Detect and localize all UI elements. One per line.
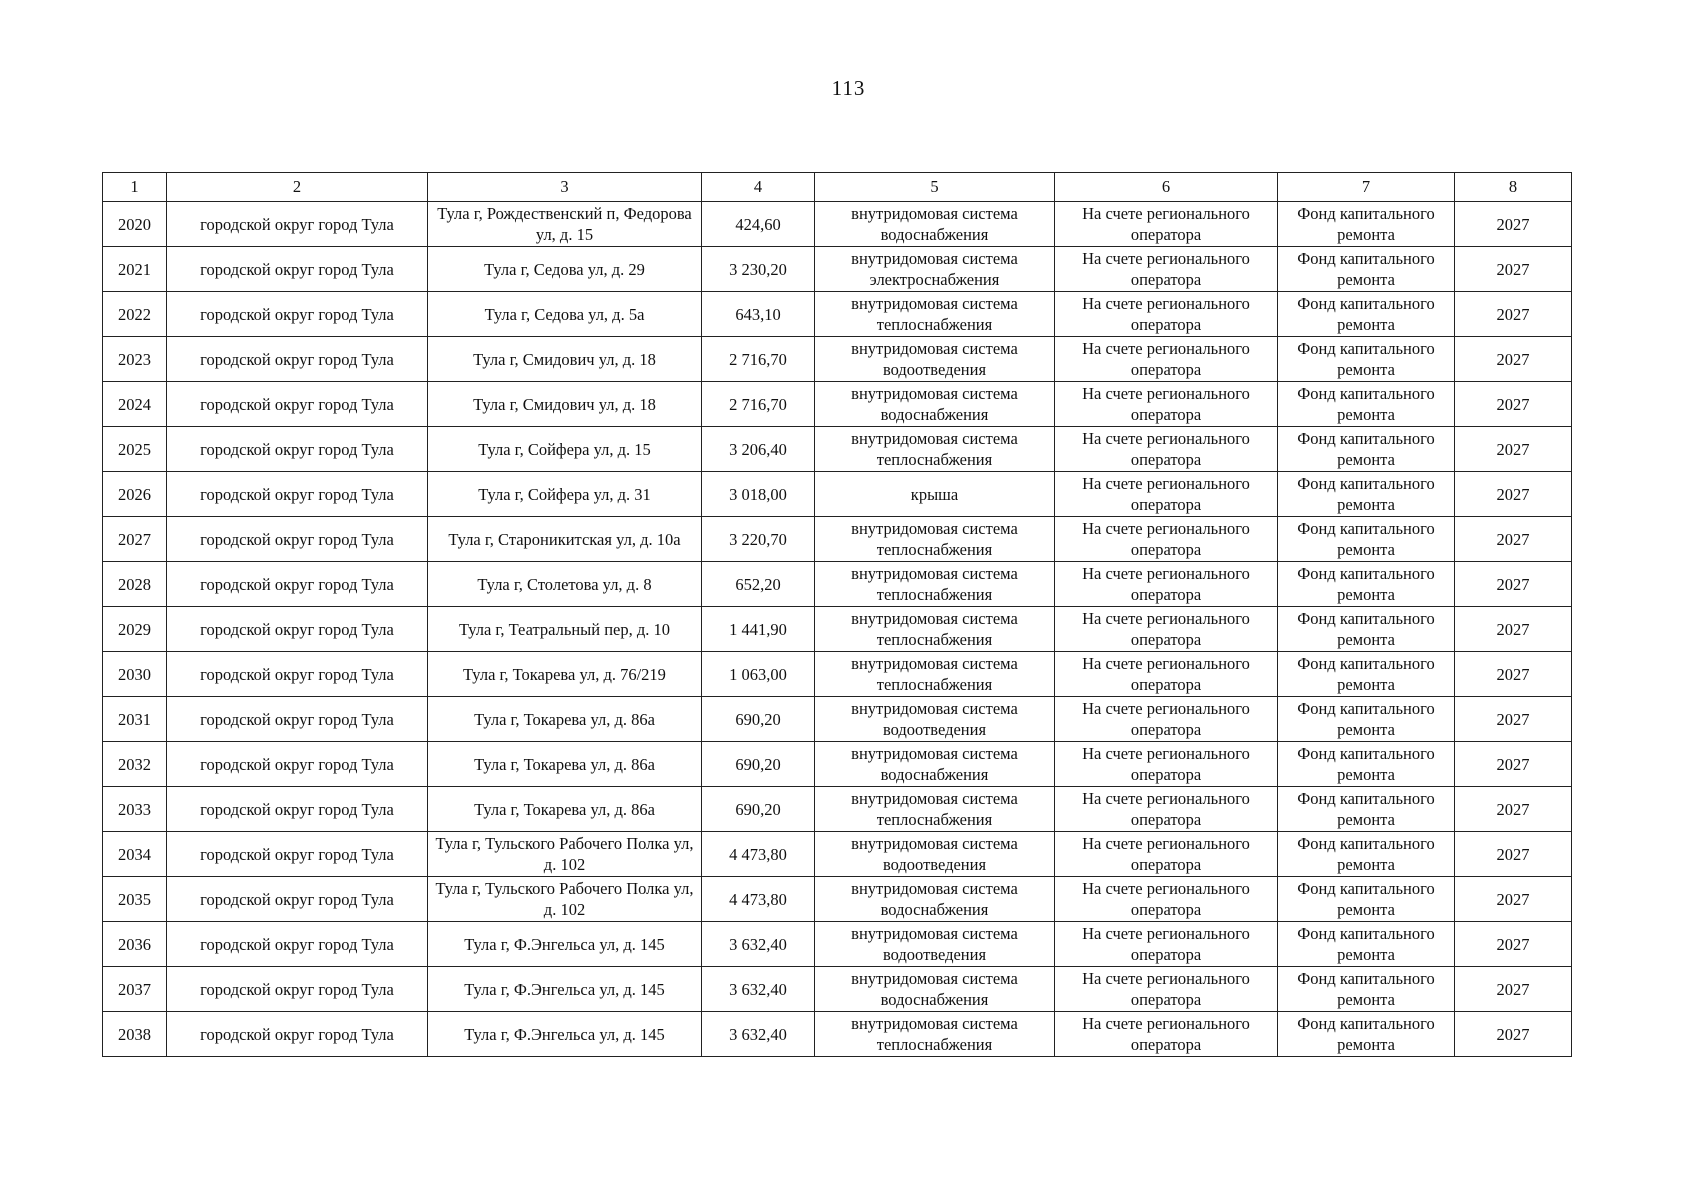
work-type-cell: внутридомовая система водоотведения <box>815 922 1055 967</box>
table-row <box>103 337 1572 382</box>
funding-source-cell: Фонд капитального ремонта <box>1278 247 1455 292</box>
address-cell: Тула г, Сойфера ул, д. 15 <box>428 427 702 472</box>
fund-account-cell: На счете регионального оператора <box>1055 247 1278 292</box>
row-number-cell: 2026 <box>103 472 167 517</box>
fund-account-cell: На счете регионального оператора <box>1055 742 1278 787</box>
municipality-cell: городской округ город Тула <box>167 697 428 742</box>
municipality-cell: городской округ город Тула <box>167 652 428 697</box>
row-number-cell: 2024 <box>103 382 167 427</box>
funding-source-cell: Фонд капитального ремонта <box>1278 787 1455 832</box>
header-cell-2: 2 <box>167 173 428 202</box>
row-number-cell: 2020 <box>103 202 167 247</box>
table-row <box>103 517 1572 562</box>
funding-source-cell: Фонд капитального ремонта <box>1278 967 1455 1012</box>
work-type-cell: внутридомовая система теплоснабжения <box>815 607 1055 652</box>
header-cell-6: 6 <box>1055 173 1278 202</box>
area-cell: 2 716,70 <box>702 337 815 382</box>
capital-repair-table <box>102 172 1572 1057</box>
funding-source-cell: Фонд капитального ремонта <box>1278 922 1455 967</box>
header-cell-4: 4 <box>702 173 815 202</box>
area-cell: 3 220,70 <box>702 517 815 562</box>
year-cell: 2027 <box>1455 202 1572 247</box>
area-cell: 643,10 <box>702 292 815 337</box>
fund-account-cell: На счете регионального оператора <box>1055 292 1278 337</box>
row-number-cell: 2035 <box>103 877 167 922</box>
municipality-cell: городской округ город Тула <box>167 427 428 472</box>
table-row <box>103 1012 1572 1057</box>
work-type-cell: внутридомовая система теплоснабжения <box>815 787 1055 832</box>
area-cell: 3 632,40 <box>702 1012 815 1057</box>
year-cell: 2027 <box>1455 1012 1572 1057</box>
table-header <box>103 173 1572 202</box>
table-row <box>103 652 1572 697</box>
area-cell: 4 473,80 <box>702 877 815 922</box>
municipality-cell: городской округ город Тула <box>167 607 428 652</box>
address-cell: Тула г, Театральный пер, д. 10 <box>428 607 702 652</box>
work-type-cell: крыша <box>815 472 1055 517</box>
address-cell: Тула г, Токарева ул, д. 76/219 <box>428 652 702 697</box>
row-number-cell: 2033 <box>103 787 167 832</box>
work-type-cell: внутридомовая система водоснабжения <box>815 202 1055 247</box>
funding-source-cell: Фонд капитального ремонта <box>1278 1012 1455 1057</box>
funding-source-cell: Фонд капитального ремонта <box>1278 742 1455 787</box>
funding-source-cell: Фонд капитального ремонта <box>1278 517 1455 562</box>
fund-account-cell: На счете регионального оператора <box>1055 472 1278 517</box>
year-cell: 2027 <box>1455 787 1572 832</box>
work-type-cell: внутридомовая система теплоснабжения <box>815 517 1055 562</box>
area-cell: 2 716,70 <box>702 382 815 427</box>
year-cell: 2027 <box>1455 562 1572 607</box>
work-type-cell: внутридомовая система теплоснабжения <box>815 652 1055 697</box>
table-row <box>103 967 1572 1012</box>
table-row <box>103 202 1572 247</box>
municipality-cell: городской округ город Тула <box>167 472 428 517</box>
year-cell: 2027 <box>1455 877 1572 922</box>
funding-source-cell: Фонд капитального ремонта <box>1278 832 1455 877</box>
fund-account-cell: На счете регионального оператора <box>1055 697 1278 742</box>
header-row <box>103 173 1572 202</box>
municipality-cell: городской округ город Тула <box>167 247 428 292</box>
funding-source-cell: Фонд капитального ремонта <box>1278 472 1455 517</box>
table-row <box>103 877 1572 922</box>
work-type-cell: внутридомовая система электроснабжения <box>815 247 1055 292</box>
row-number-cell: 2029 <box>103 607 167 652</box>
area-cell: 4 473,80 <box>702 832 815 877</box>
table-row <box>103 742 1572 787</box>
row-number-cell: 2023 <box>103 337 167 382</box>
fund-account-cell: На счете регионального оператора <box>1055 382 1278 427</box>
table-row <box>103 697 1572 742</box>
funding-source-cell: Фонд капитального ремонта <box>1278 877 1455 922</box>
area-cell: 1 063,00 <box>702 652 815 697</box>
year-cell: 2027 <box>1455 337 1572 382</box>
address-cell: Тула г, Смидович ул, д. 18 <box>428 337 702 382</box>
address-cell: Тула г, Седова ул, д. 29 <box>428 247 702 292</box>
fund-account-cell: На счете регионального оператора <box>1055 967 1278 1012</box>
work-type-cell: внутридомовая система теплоснабжения <box>815 1012 1055 1057</box>
municipality-cell: городской округ город Тула <box>167 382 428 427</box>
year-cell: 2027 <box>1455 922 1572 967</box>
work-type-cell: внутридомовая система водоснабжения <box>815 382 1055 427</box>
municipality-cell: городской округ город Тула <box>167 202 428 247</box>
fund-account-cell: На счете регионального оператора <box>1055 517 1278 562</box>
address-cell: Тула г, Токарева ул, д. 86а <box>428 742 702 787</box>
area-cell: 3 206,40 <box>702 427 815 472</box>
year-cell: 2027 <box>1455 427 1572 472</box>
header-cell-3: 3 <box>428 173 702 202</box>
fund-account-cell: На счете регионального оператора <box>1055 607 1278 652</box>
fund-account-cell: На счете регионального оператора <box>1055 877 1278 922</box>
row-number-cell: 2036 <box>103 922 167 967</box>
year-cell: 2027 <box>1455 472 1572 517</box>
table-row <box>103 382 1572 427</box>
area-cell: 690,20 <box>702 787 815 832</box>
year-cell: 2027 <box>1455 742 1572 787</box>
row-number-cell: 2030 <box>103 652 167 697</box>
address-cell: Тула г, Рождественский п, Федорова ул, д. 15 <box>428 202 702 247</box>
address-cell: Тула г, Токарева ул, д. 86а <box>428 787 702 832</box>
address-cell: Тула г, Тульского Рабочего Полка ул, д. 102 <box>428 877 702 922</box>
table-row <box>103 922 1572 967</box>
row-number-cell: 2037 <box>103 967 167 1012</box>
municipality-cell: городской округ город Тула <box>167 967 428 1012</box>
year-cell: 2027 <box>1455 247 1572 292</box>
work-type-cell: внутридомовая система водоотведения <box>815 832 1055 877</box>
area-cell: 652,20 <box>702 562 815 607</box>
work-type-cell: внутридомовая система теплоснабжения <box>815 427 1055 472</box>
row-number-cell: 2031 <box>103 697 167 742</box>
year-cell: 2027 <box>1455 607 1572 652</box>
address-cell: Тула г, Сойфера ул, д. 31 <box>428 472 702 517</box>
area-cell: 3 632,40 <box>702 967 815 1012</box>
funding-source-cell: Фонд капитального ремонта <box>1278 652 1455 697</box>
row-number-cell: 2032 <box>103 742 167 787</box>
header-cell-7: 7 <box>1278 173 1455 202</box>
work-type-cell: внутридомовая система теплоснабжения <box>815 292 1055 337</box>
row-number-cell: 2038 <box>103 1012 167 1057</box>
fund-account-cell: На счете регионального оператора <box>1055 922 1278 967</box>
year-cell: 2027 <box>1455 517 1572 562</box>
year-cell: 2027 <box>1455 382 1572 427</box>
municipality-cell: городской округ город Тула <box>167 787 428 832</box>
table-body <box>103 202 1572 1057</box>
area-cell: 424,60 <box>702 202 815 247</box>
table-row <box>103 832 1572 877</box>
municipality-cell: городской округ город Тула <box>167 742 428 787</box>
work-type-cell: внутридомовая система водоснабжения <box>815 877 1055 922</box>
municipality-cell: городской округ город Тула <box>167 337 428 382</box>
page-number: 113 <box>831 76 866 100</box>
table-row <box>103 427 1572 472</box>
year-cell: 2027 <box>1455 652 1572 697</box>
area-cell: 3 230,20 <box>702 247 815 292</box>
area-cell: 1 441,90 <box>702 607 815 652</box>
row-number-cell: 2034 <box>103 832 167 877</box>
row-number-cell: 2021 <box>103 247 167 292</box>
address-cell: Тула г, Ф.Энгельса ул, д. 145 <box>428 922 702 967</box>
funding-source-cell: Фонд капитального ремонта <box>1278 427 1455 472</box>
fund-account-cell: На счете регионального оператора <box>1055 787 1278 832</box>
year-cell: 2027 <box>1455 292 1572 337</box>
work-type-cell: внутридомовая система водоснабжения <box>815 742 1055 787</box>
address-cell: Тула г, Ф.Энгельса ул, д. 145 <box>428 1012 702 1057</box>
address-cell: Тула г, Столетова ул, д. 8 <box>428 562 702 607</box>
address-cell: Тула г, Токарева ул, д. 86а <box>428 697 702 742</box>
year-cell: 2027 <box>1455 967 1572 1012</box>
table-row <box>103 472 1572 517</box>
row-number-cell: 2028 <box>103 562 167 607</box>
fund-account-cell: На счете регионального оператора <box>1055 202 1278 247</box>
funding-source-cell: Фонд капитального ремонта <box>1278 562 1455 607</box>
row-number-cell: 2027 <box>103 517 167 562</box>
fund-account-cell: На счете регионального оператора <box>1055 562 1278 607</box>
work-type-cell: внутридомовая система водоотведения <box>815 337 1055 382</box>
municipality-cell: городской округ город Тула <box>167 922 428 967</box>
area-cell: 690,20 <box>702 697 815 742</box>
municipality-cell: городской округ город Тула <box>167 562 428 607</box>
header-cell-1: 1 <box>103 173 167 202</box>
year-cell: 2027 <box>1455 697 1572 742</box>
municipality-cell: городской округ город Тула <box>167 292 428 337</box>
table-row <box>103 607 1572 652</box>
fund-account-cell: На счете регионального оператора <box>1055 427 1278 472</box>
table-row <box>103 562 1572 607</box>
area-cell: 3 018,00 <box>702 472 815 517</box>
year-cell: 2027 <box>1455 832 1572 877</box>
table-row <box>103 292 1572 337</box>
municipality-cell: городской округ город Тула <box>167 517 428 562</box>
address-cell: Тула г, Ф.Энгельса ул, д. 145 <box>428 967 702 1012</box>
fund-account-cell: На счете регионального оператора <box>1055 337 1278 382</box>
address-cell: Тула г, Смидович ул, д. 18 <box>428 382 702 427</box>
row-number-cell: 2022 <box>103 292 167 337</box>
header-cell-5: 5 <box>815 173 1055 202</box>
address-cell: Тула г, Тульского Рабочего Полка ул, д. 102 <box>428 832 702 877</box>
funding-source-cell: Фонд капитального ремонта <box>1278 697 1455 742</box>
municipality-cell: городской округ город Тула <box>167 1012 428 1057</box>
address-cell: Тула г, Седова ул, д. 5а <box>428 292 702 337</box>
area-cell: 690,20 <box>702 742 815 787</box>
funding-source-cell: Фонд капитального ремонта <box>1278 337 1455 382</box>
header-cell-8: 8 <box>1455 173 1572 202</box>
funding-source-cell: Фонд капитального ремонта <box>1278 607 1455 652</box>
municipality-cell: городской округ город Тула <box>167 832 428 877</box>
area-cell: 3 632,40 <box>702 922 815 967</box>
address-cell: Тула г, Староникитская ул, д. 10а <box>428 517 702 562</box>
work-type-cell: внутридомовая система водоснабжения <box>815 967 1055 1012</box>
table-row <box>103 247 1572 292</box>
fund-account-cell: На счете регионального оператора <box>1055 832 1278 877</box>
fund-account-cell: На счете регионального оператора <box>1055 652 1278 697</box>
fund-account-cell: На счете регионального оператора <box>1055 1012 1278 1057</box>
funding-source-cell: Фонд капитального ремонта <box>1278 292 1455 337</box>
table-row <box>103 787 1572 832</box>
work-type-cell: внутридомовая система теплоснабжения <box>815 562 1055 607</box>
row-number-cell: 2025 <box>103 427 167 472</box>
work-type-cell: внутридомовая система водоотведения <box>815 697 1055 742</box>
funding-source-cell: Фонд капитального ремонта <box>1278 202 1455 247</box>
municipality-cell: городской округ город Тула <box>167 877 428 922</box>
funding-source-cell: Фонд капитального ремонта <box>1278 382 1455 427</box>
